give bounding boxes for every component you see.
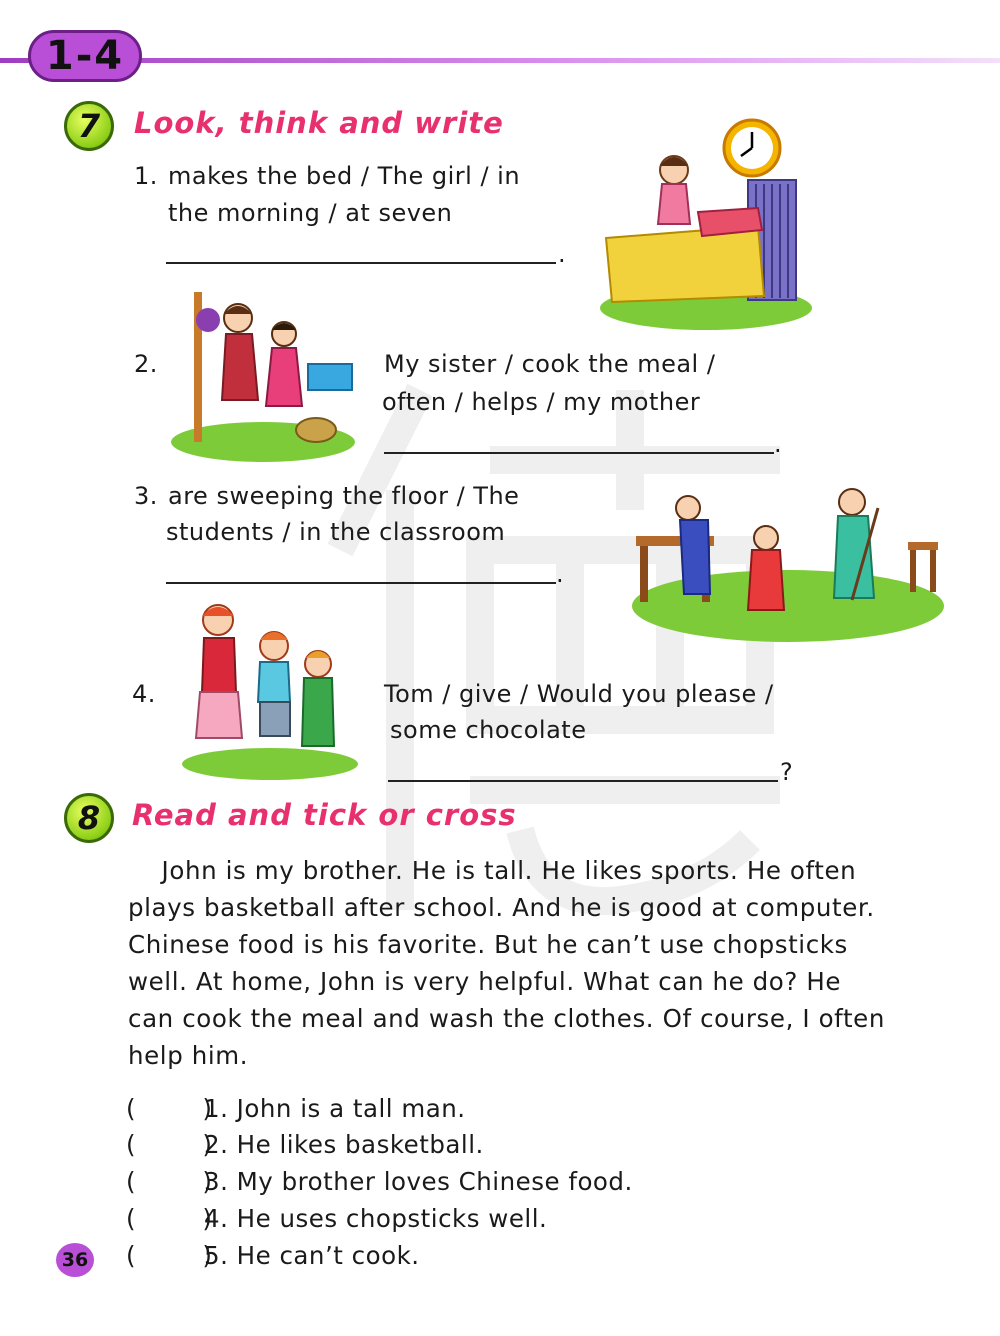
item-2-line1: My sister / cook the meal / — [384, 350, 716, 378]
answer-paren-4[interactable]: ( ) — [126, 1204, 213, 1233]
item-2-number: 2. — [134, 350, 158, 378]
item-4-answer-blank[interactable] — [388, 780, 778, 782]
item-3-number: 3. — [134, 482, 158, 510]
section-7-badge: 7 — [64, 101, 114, 151]
passage-line-5: can cook the meal and wash the clothes. Of course, I often — [128, 1004, 885, 1033]
statement-2: 2. He likes basketball. — [204, 1130, 484, 1159]
statement-1: 1. John is a tall man. — [204, 1094, 466, 1123]
statement-4: 4. He uses chopsticks well. — [204, 1204, 548, 1233]
item-3-answer-blank[interactable] — [166, 582, 556, 584]
item-1-answer-blank[interactable] — [166, 262, 556, 264]
item-1-end-punct: . — [558, 240, 566, 268]
unit-badge: 1-4 — [28, 30, 142, 82]
students-sweeping-illustration — [628, 482, 946, 644]
item-1-line1: makes the bed / The girl / in — [168, 162, 521, 190]
answer-paren-2[interactable]: ( ) — [126, 1130, 213, 1159]
passage-line-2: plays basketball after school. And he is good at computer. — [128, 893, 875, 922]
passage-line-6: help him. — [128, 1041, 249, 1070]
statement-5: 5. He can’t cook. — [204, 1241, 420, 1270]
girl-making-bed-illustration — [598, 112, 816, 334]
page-number: 36 — [56, 1243, 94, 1277]
item-3-line1: are sweeping the floor / The — [168, 482, 520, 510]
statement-3: 3. My brother loves Chinese food. — [204, 1167, 633, 1196]
item-2-end-punct: . — [774, 430, 782, 458]
header-rule — [0, 58, 1000, 63]
passage-line-1: John is my brother. He is tall. He likes sports. He often — [128, 856, 857, 885]
item-2-answer-blank[interactable] — [384, 452, 774, 454]
passage-line-4: well. At home, John is very helpful. What can he do? He — [128, 967, 842, 996]
item-4-end-punct: ? — [780, 758, 793, 786]
watermark-character — [280, 370, 800, 930]
item-4-number: 4. — [132, 680, 156, 708]
item-3-line2: students / in the classroom — [166, 518, 506, 546]
item-4-line1: Tom / give / Would you please / — [384, 680, 774, 708]
passage-line-3: Chinese food is his favorite. But he can’t use chopsticks — [128, 930, 848, 959]
section-8-badge: 8 — [64, 793, 114, 843]
item-1-number: 1. — [134, 162, 158, 190]
item-4-line2: some chocolate — [390, 716, 587, 744]
section-8-title: Read and tick or cross — [132, 798, 517, 832]
section-7-title: Look, think and write — [134, 106, 504, 140]
family-chocolate-illustration — [178, 596, 358, 782]
item-2-line2: often / helps / my mother — [382, 388, 701, 416]
answer-paren-5[interactable]: ( ) — [126, 1241, 213, 1270]
item-3-end-punct: . — [556, 560, 564, 588]
cooking-illustration — [168, 282, 358, 464]
item-1-line2: the morning / at seven — [168, 199, 453, 227]
answer-paren-3[interactable]: ( ) — [126, 1167, 213, 1196]
reading-passage — [128, 852, 958, 1074]
answer-paren-1[interactable]: ( ) — [126, 1094, 213, 1123]
